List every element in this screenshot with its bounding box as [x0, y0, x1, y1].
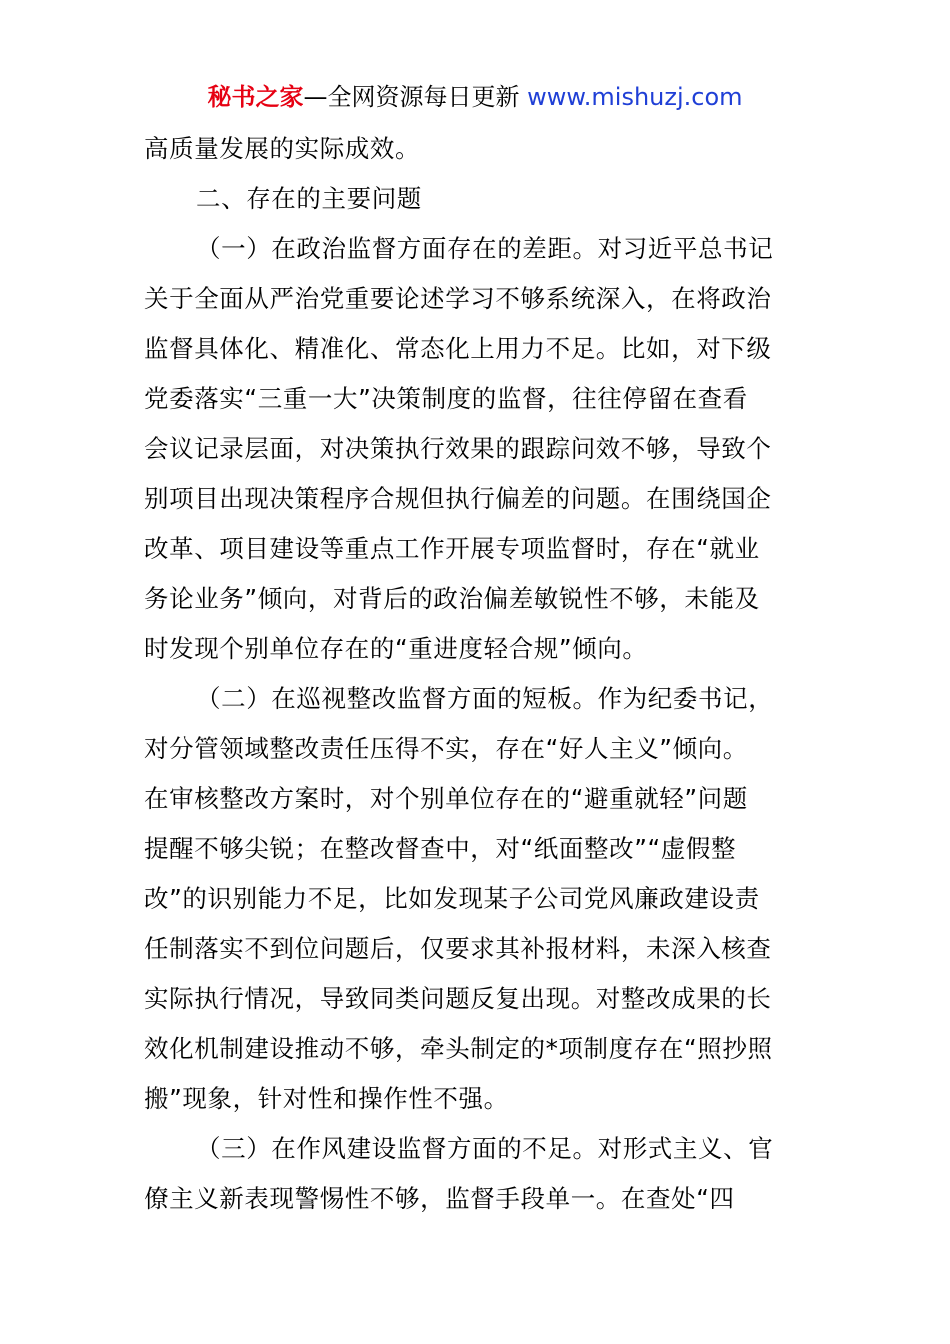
- site-header: [0, 80, 950, 114]
- text-line: 对分管领域整改责任压得不实，存在“好人主义”倾向。: [144, 734, 748, 763]
- text-line: 在审核整改方案时，对个别单位存在的“避重就轻”问题: [144, 784, 748, 813]
- text-line: 务论业务”倾向，对背后的政治偏差敏锐性不够，未能及: [144, 584, 760, 613]
- text-line: 高质量发展的实际成效。: [144, 134, 421, 163]
- paragraph-first-line: （一）在政治监督方面存在的差距。对习近平总书记: [196, 234, 774, 263]
- text-line: 别项目出现决策程序合规但执行偏差的问题。在围绕国企: [144, 484, 772, 513]
- text-line: 搬”现象，针对性和操作性不强。: [144, 1084, 509, 1113]
- text-line: 时发现个别单位存在的“重进度轻合规”倾向。: [144, 634, 648, 663]
- text-line: 任制落实不到位问题后，仅要求其补报材料，未深入核查: [144, 934, 772, 963]
- paragraph-first-line: （二）在巡视整改监督方面的短板。作为纪委书记，: [196, 684, 774, 713]
- paragraph-first-line: （三）在作风建设监督方面的不足。对形式主义、官: [196, 1134, 774, 1163]
- text-line: 实际执行情况，导致同类问题反复出现。对整改成果的长: [144, 984, 772, 1013]
- text-line: 监督具体化、精准化、常态化上用力不足。比如，对下级: [144, 334, 772, 363]
- document-body: [144, 124, 814, 1224]
- text-line: 提醒不够尖锐；在整改督查中，对“纸面整改”“虚假整: [144, 834, 737, 863]
- text-line: 党委落实“三重一大”决策制度的监督，往往停留在查看: [144, 384, 748, 413]
- text-line: 效化机制建设推动不够，牵头制定的*项制度存在“照抄照: [144, 1034, 773, 1063]
- text-line: 改”的识别能力不足，比如发现某子公司党风廉政建设责: [144, 884, 760, 913]
- text-line: 会议记录层面，对决策执行效果的跟踪问效不够，导致个: [144, 434, 772, 463]
- site-brand: 秘书之家: [207, 83, 304, 111]
- text-line: 僚主义新表现警惕性不够，监督手段单一。在查处“四: [144, 1184, 735, 1213]
- section-heading: 二、存在的主要问题: [196, 184, 422, 213]
- site-url-link[interactable]: www.mishuzj.com: [527, 83, 743, 111]
- site-tagline: —全网资源每日更新: [303, 83, 528, 111]
- text-line: 改革、项目建设等重点工作开展专项监督时，存在“就业: [144, 534, 760, 563]
- text-line: 关于全面从严治党重要论述学习不够系统深入，在将政治: [144, 284, 772, 313]
